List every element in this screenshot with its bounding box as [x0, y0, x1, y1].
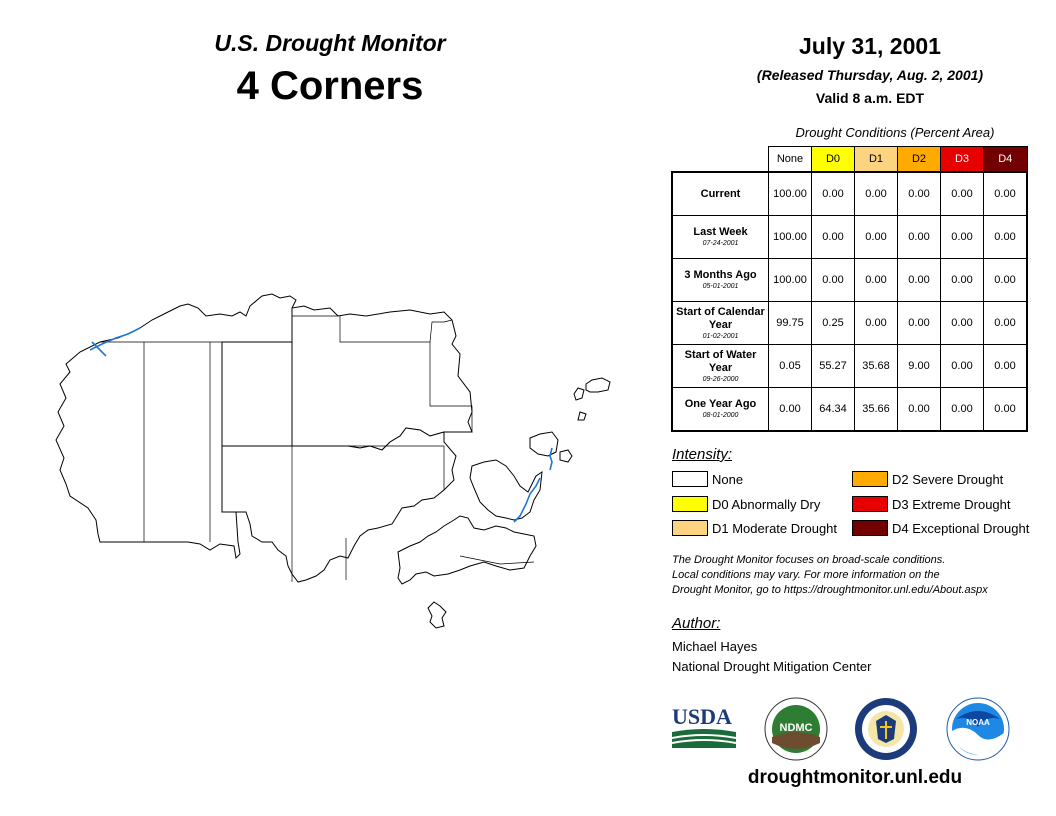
- row-label: [672, 259, 769, 302]
- table-cell: 0.00: [984, 302, 1028, 345]
- table-cell: 9.00: [898, 345, 941, 388]
- table-cell: 0.00: [898, 216, 941, 259]
- table-cell: 0.00: [898, 172, 941, 216]
- row-label-text: Last Week: [693, 226, 748, 238]
- col-header-none: None: [769, 147, 812, 173]
- table-row: [672, 216, 1027, 259]
- table-row: [672, 172, 1027, 216]
- row-label: [672, 302, 769, 345]
- ndmc-logo: [764, 697, 828, 761]
- table-cell: 35.66: [855, 388, 898, 432]
- legend-item-d3: [852, 496, 1011, 512]
- table-cell: 55.27: [812, 345, 855, 388]
- usda-logo: [672, 702, 738, 750]
- map-island-south: [428, 602, 446, 628]
- row-date: 09-26-2000: [702, 375, 739, 383]
- table-cell: 0.00: [984, 216, 1028, 259]
- table-cell: 0.00: [812, 172, 855, 216]
- row-label: [672, 345, 769, 388]
- map-date: July 31, 2001: [799, 33, 941, 59]
- table-cell: 0.00: [941, 172, 984, 216]
- table-cell: 100.00: [769, 172, 812, 216]
- legend-label-d2: D2 Severe Drought: [892, 471, 1004, 487]
- table-cell: 0.25: [812, 302, 855, 345]
- commerce-seal-logo: [854, 697, 918, 761]
- map-island-northeast-1: [586, 378, 610, 392]
- table-cell: 99.75: [769, 302, 812, 345]
- info-note: [672, 553, 1052, 598]
- table-cell: 0.00: [941, 345, 984, 388]
- legend-item-d2: [852, 471, 1003, 487]
- table-cell: 0.00: [812, 259, 855, 302]
- table-cell: 0.05: [769, 345, 812, 388]
- row-label-text: Current: [700, 187, 741, 200]
- table-row: [672, 345, 1027, 388]
- legend-label-d1: D1 Moderate Drought: [712, 520, 838, 536]
- table-caption: Drought Conditions (Percent Area): [795, 125, 995, 140]
- row-date: 01-02-2001: [702, 332, 739, 340]
- table-cell: 0.00: [812, 216, 855, 259]
- map-island-east-2: [560, 450, 572, 462]
- table-cell: 0.00: [855, 259, 898, 302]
- legend-item-d4: [852, 520, 1029, 536]
- row-label-text: Start of Calendar Year: [676, 305, 765, 331]
- valid-time: Valid 8 a.m. EDT: [815, 90, 925, 106]
- legend-swatch-d2: [852, 471, 888, 487]
- row-label: [672, 172, 769, 216]
- map-island-east-1: [530, 432, 558, 456]
- row-label-text: One Year Ago: [684, 398, 757, 410]
- legend-swatch-none: [672, 471, 708, 487]
- table-corner: [672, 147, 769, 173]
- map-island-northeast-3: [578, 412, 586, 420]
- table-cell: 0.00: [941, 302, 984, 345]
- table-cell: 0.00: [941, 216, 984, 259]
- table-cell: 0.00: [984, 388, 1028, 432]
- ndmc-logo-text: NDMC: [779, 722, 813, 734]
- map-region-central-north: [292, 306, 472, 450]
- map-subtitle: U.S. Drought Monitor: [214, 30, 446, 56]
- col-header-d2: D2: [898, 147, 941, 173]
- table-cell: 35.68: [855, 345, 898, 388]
- col-header-d1: D1: [855, 147, 898, 173]
- table-cell: 0.00: [984, 172, 1028, 216]
- legend-label-d0: D0 Abnormally Dry: [712, 496, 821, 512]
- table-cell: 100.00: [769, 216, 812, 259]
- note-line: Drought Monitor, go to https://droughtmonitor.unl.edu/About.aspx: [672, 584, 988, 596]
- author-title: Author:: [672, 615, 721, 632]
- legend-swatch-d3: [852, 496, 888, 512]
- row-label: [672, 388, 769, 432]
- table-cell: 0.00: [984, 259, 1028, 302]
- table-cell: 0.00: [941, 388, 984, 432]
- legend-swatch-d1: [672, 520, 708, 536]
- table-cell: 0.00: [855, 302, 898, 345]
- legend-label-none: None: [712, 471, 744, 487]
- row-date: 05-01-2001: [702, 283, 739, 290]
- noaa-logo: [946, 697, 1010, 761]
- col-header-d0: D0: [812, 147, 855, 173]
- table-row: [672, 259, 1027, 302]
- website-url: droughtmonitor.unl.edu: [747, 767, 963, 788]
- col-header-d3: D3: [941, 147, 984, 173]
- table-cell: 0.00: [984, 345, 1028, 388]
- map-region-east: [470, 460, 542, 520]
- usda-logo-text: USDA: [672, 704, 732, 729]
- table-cell: 0.00: [898, 259, 941, 302]
- table-row: [672, 302, 1027, 345]
- map-title: 4 Corners: [236, 64, 424, 108]
- row-date: 07-24-2001: [702, 240, 739, 247]
- table-cell: 0.00: [769, 388, 812, 432]
- table-cell: 64.34: [812, 388, 855, 432]
- table-cell: 0.00: [855, 216, 898, 259]
- row-date: 08-01-2000: [702, 412, 739, 419]
- noaa-logo-text: NOAA: [966, 718, 990, 727]
- author-org: National Drought Mitigation Center: [672, 659, 872, 674]
- table-row: [672, 388, 1027, 432]
- map-island-northeast-2: [574, 388, 584, 400]
- note-line: Local conditions may vary. For more information on the: [672, 569, 940, 581]
- row-label: [672, 216, 769, 259]
- legend-label-d4: D4 Exceptional Drought: [892, 520, 1030, 536]
- table-cell: 0.00: [855, 172, 898, 216]
- legend-title: Intensity:: [672, 446, 733, 463]
- table-cell: 0.00: [941, 259, 984, 302]
- drought-conditions-table: [671, 146, 1028, 432]
- legend-item-d1: [672, 520, 837, 536]
- author-name: Michael Hayes: [672, 639, 758, 654]
- map-region-southeast: [398, 516, 536, 584]
- legend-swatch-d4: [852, 520, 888, 536]
- row-label-text: 3 Months Ago: [684, 269, 757, 281]
- table-cell: 0.00: [898, 302, 941, 345]
- col-header-d4: D4: [984, 147, 1028, 173]
- legend-label-d3: D3 Extreme Drought: [892, 496, 1011, 512]
- note-line: The Drought Monitor focuses on broad-scale conditions.: [672, 554, 946, 566]
- legend-item-d0: [672, 496, 820, 512]
- row-label-text: Start of Water Year: [684, 348, 757, 374]
- legend-item-none: [672, 471, 743, 487]
- table-cell: 100.00: [769, 259, 812, 302]
- author-block: [672, 637, 871, 677]
- legend-swatch-d0: [672, 496, 708, 512]
- table-header-row: [672, 147, 1027, 173]
- table-cell: 0.00: [898, 388, 941, 432]
- drought-map: [40, 280, 640, 640]
- release-date: (Released Thursday, Aug. 2, 2001): [756, 67, 984, 83]
